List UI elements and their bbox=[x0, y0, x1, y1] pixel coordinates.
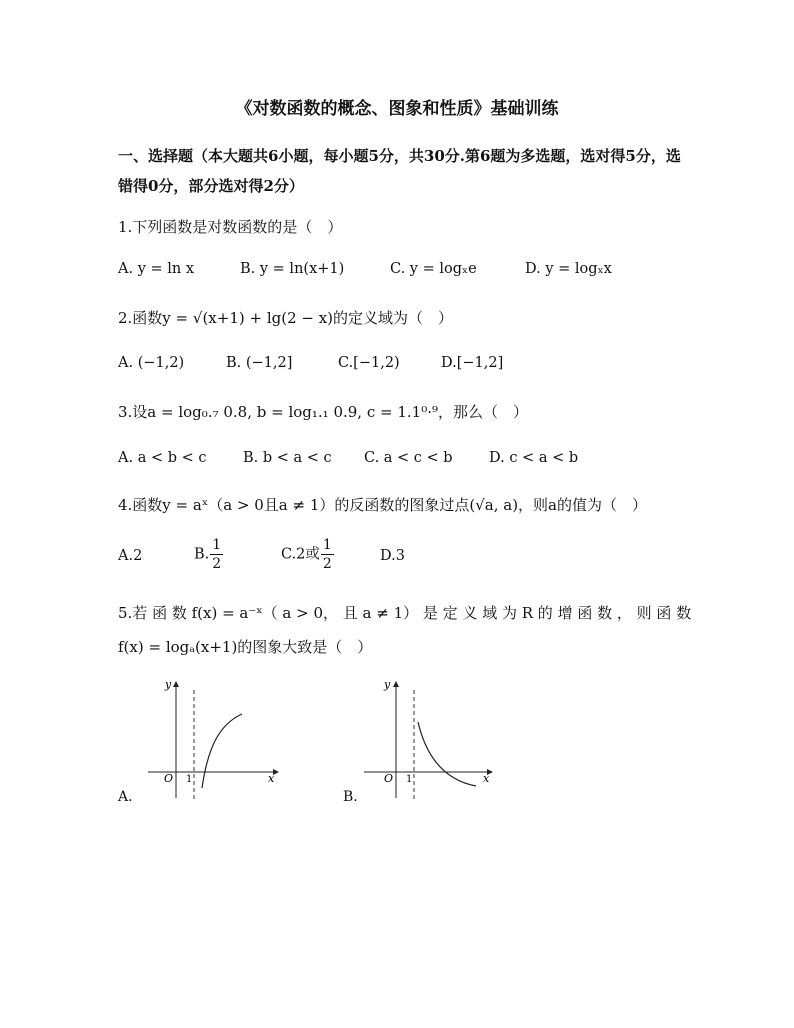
question-4-option-a: A.2 bbox=[118, 548, 143, 564]
question-2-option-b: B. (−1,2] bbox=[226, 355, 293, 371]
page-title: 《对数函数的概念、图象和性质》基础训练 bbox=[235, 99, 559, 119]
question-3-option-b: B. b < a < c bbox=[243, 450, 332, 466]
fraction-denominator: 2 bbox=[212, 556, 222, 572]
question-2-stem: 2.函数y = √(x+1) + lg(2 − x)的定义域为（ ） bbox=[118, 309, 454, 327]
origin-label: O bbox=[384, 772, 394, 785]
fraction-numerator: 1 bbox=[322, 537, 332, 553]
graph-option-b-label: B. bbox=[343, 789, 358, 805]
question-1-option-c: C. y = logₓe bbox=[390, 261, 477, 277]
question-4-stem: 4.函数y = aˣ（a > 0且a ≠ 1）的反函数的图象过点(√a, a)，则a的值为（ ） bbox=[118, 496, 648, 514]
question-1-option-a: A. y = ln x bbox=[118, 261, 195, 277]
question-1-stem: 1.下列函数是对数函数的是（ ） bbox=[118, 218, 343, 236]
fraction-one-half bbox=[321, 538, 334, 571]
question-4-option-b-prefix: B. bbox=[194, 546, 210, 563]
question-2-option-c: C.[−1,2) bbox=[338, 355, 400, 371]
x-axis-label: x bbox=[268, 772, 275, 785]
x-axis-label: x bbox=[483, 772, 490, 785]
question-4-option-b bbox=[194, 538, 224, 571]
graph-option-a bbox=[140, 676, 290, 806]
question-3-stem: 3.设a = log₀.₇ 0.8, b = log₁.₁ 0.9, c = 1.1⁰·⁹，那么（ ） bbox=[118, 403, 528, 421]
y-axis-label: y bbox=[165, 678, 172, 691]
question-3-option-c: C. a < c < b bbox=[364, 450, 453, 466]
tick-label-1: 1 bbox=[186, 774, 193, 785]
question-1-option-d: D. y = logₓx bbox=[525, 261, 612, 277]
question-5-line1: 5.若 函 数 f(x) = a⁻ˣ（ a > 0， 且 a ≠ 1） 是 定 义 域 为 R 的 增 函 数 ， 则 函 数 bbox=[118, 604, 692, 622]
question-1-option-b: B. y = ln(x+1) bbox=[240, 261, 345, 277]
fraction-denominator: 2 bbox=[322, 556, 332, 572]
question-4-option-d: D.3 bbox=[380, 548, 405, 564]
graph-option-a-label: A. bbox=[118, 789, 133, 805]
log-curve-decreasing bbox=[418, 722, 476, 786]
tick-label-1: 1 bbox=[406, 774, 413, 785]
question-3-option-d: D. c < a < b bbox=[489, 450, 579, 466]
log-curve-increasing bbox=[202, 714, 242, 788]
fraction-one-half bbox=[210, 538, 223, 571]
question-4-option-c bbox=[281, 538, 335, 571]
question-4-option-c-prefix: C.2或 bbox=[281, 546, 320, 563]
y-axis-label: y bbox=[384, 678, 391, 691]
question-3-option-a: A. a < b < c bbox=[118, 450, 207, 466]
question-2-option-d: D.[−1,2] bbox=[441, 355, 504, 371]
section-heading-line2: 错得0分，部分选对得2分） bbox=[118, 177, 304, 195]
section-heading-line1: 一、选择题（本大题共6小题，每小题5分，共30分.第6题为多选题，选对得5分，选 bbox=[118, 147, 681, 165]
question-2-option-a: A. (−1,2) bbox=[118, 355, 185, 371]
graph-option-b bbox=[358, 676, 508, 806]
origin-label: O bbox=[164, 772, 174, 785]
fraction-numerator: 1 bbox=[212, 537, 222, 553]
question-5-line2: f(x) = logₐ(x+1)的图象大致是（ ） bbox=[118, 638, 373, 656]
